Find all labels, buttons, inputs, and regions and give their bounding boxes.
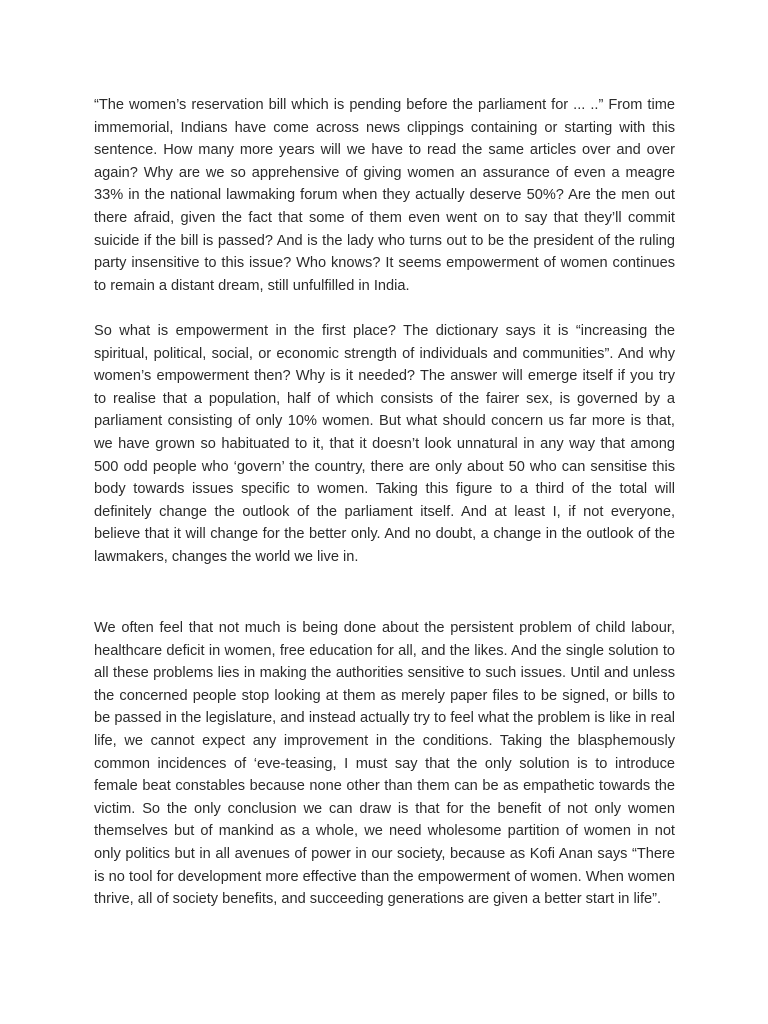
paragraph-2: So what is empowerment in the first place? The dictionary says it is “increasing the spiritual, political, social, or economic strength of individuals and communities”. And why women’s empowerment then? Why is it needed? The answer will emerge itself if you try to realise that a population, half of which consists of the fairer sex, is governed by a parliament consisting of only 10% women. But what should concern us far more is that, we have grown so habituated to it, that it doesn’t look unnatural in any way that among 500 odd people who ‘govern’ the country, there are only about 50 who can sensitise this body towards issues specific to women. Taking this figure to a third of the total will definitely change the outlook of the parliament itself. And at least I, if not everyone, believe that it will change for the better only. And no doubt, a change in the outlook of the lawmakers, changes the world we live in.: [94, 323, 675, 565]
paragraph-3: We often feel that not much is being done about the persistent problem of child labour, healthcare deficit in women, free education for all, and the likes. And the single solution to all these problems lies in making the authorities sensitive to such issues. Until and unless the concerned people stop looking at them as merely paper files to be signed, or bills to be passed in the legislature, and instead actually try to feel what the problem is like in real life, we cannot expect any improvement in the conditions. Taking the blasphemously common incidences of ‘eve-teasing, I must say that the only solution is to introduce female beat constables because none other than them can be as empathetic towards the victim. So the only conclusion we can draw is that for the benefit of not only women themselves but of mankind as a whole, we need wholesome partition of women in not only politics but in all avenues of power in our society, because as Kofi Anan says “There is no tool for development more effective than the empowerment of women. When women thrive, all of society benefits, and succeeding generations are given a better start in life”.: [94, 620, 675, 908]
paragraph-1: “The women’s reservation bill which is pending before the parliament for ... ..” From time immemorial, Indians have come across news clippings containing or starting with this sentence. How many more years will we have to read the same articles over and over again? Why are we so apprehensive of giving women an assurance of even a meagre 33% in the national lawmaking forum when they actually deserve 50%? Are the men out there afraid, given the fact that some of them even went on to say that they’ll commit suicide if the bill is passed? And is the lady who turns out to be the president of the ruling party insensitive to this issue? Who knows? It seems empowerment of women continues to remain a distant dream, still unfulfilled in India.: [94, 97, 675, 294]
